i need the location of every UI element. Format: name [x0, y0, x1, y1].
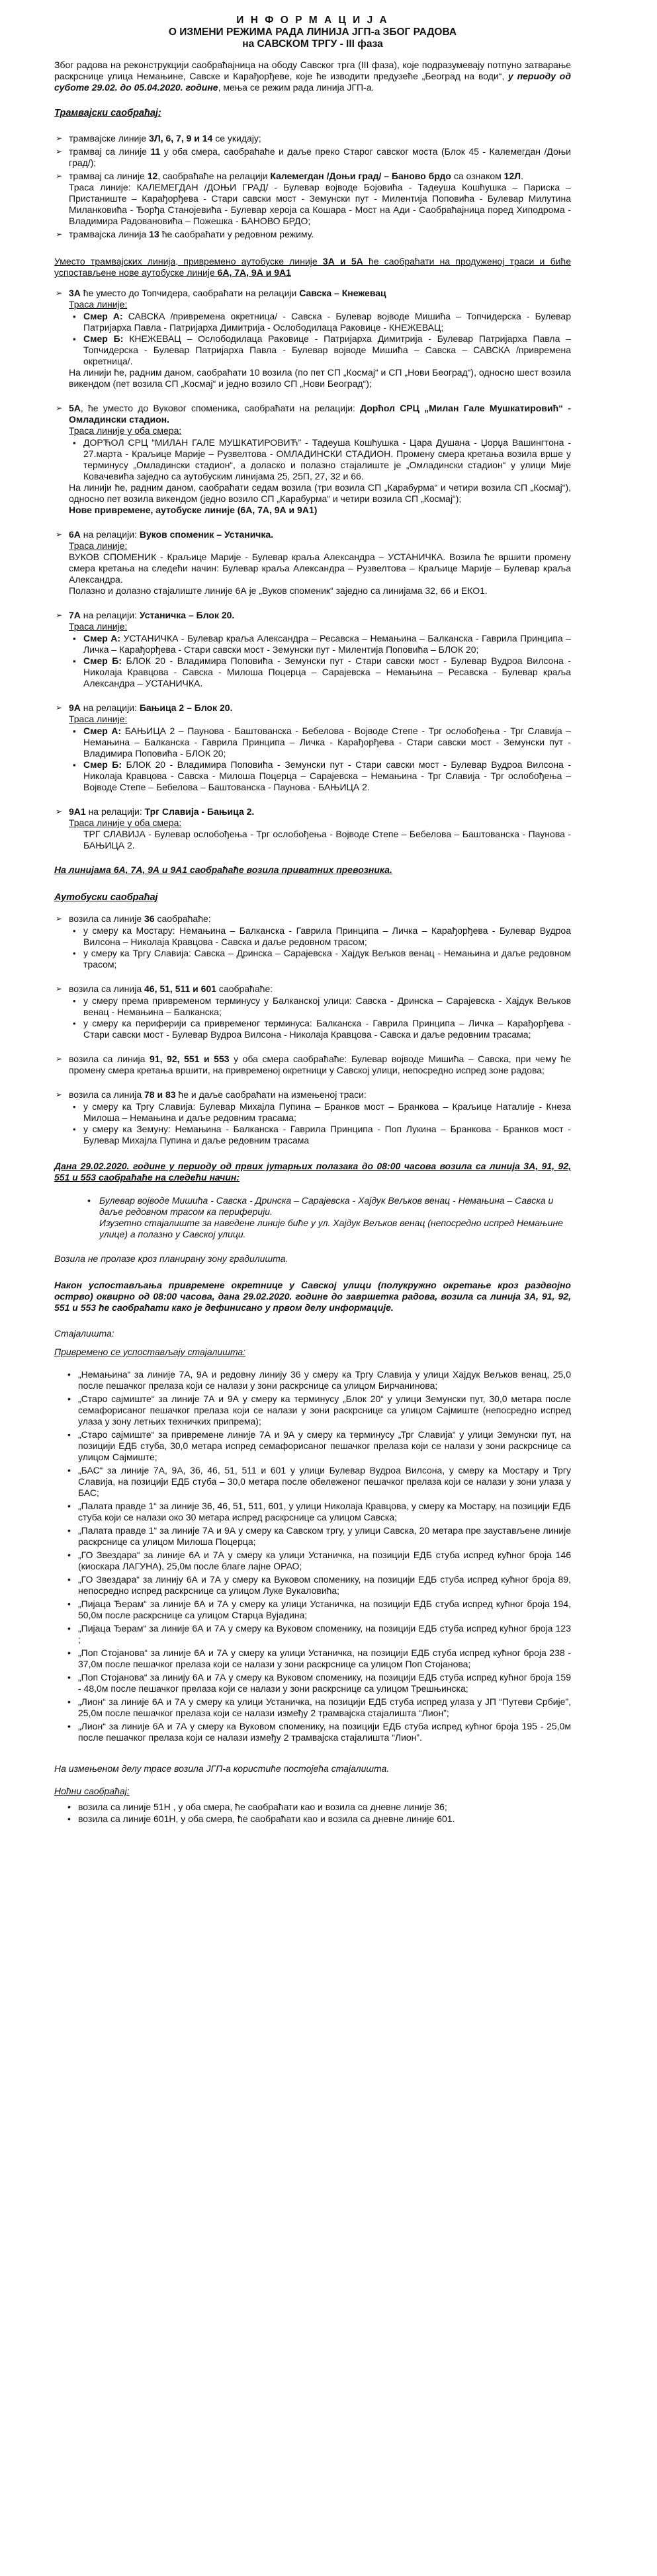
dir-route: БЛОК 20 - Владимира Поповића - Земунски пут - Стари савски мост - Булевар Вудроа Вилсона - Николаја Кравцова - Савска - Милоша Поцерца – Сарајевска – Немањина - Трг Славија - Трг ослобођења – Војводе Степе – Бебелова – Баштованска - Паунова - БАЊИЦА 2. [83, 759, 571, 792]
route-both [69, 437, 571, 482]
text: трамвајска линија [69, 229, 150, 239]
night-list [54, 1802, 571, 1825]
stop-item: • „ГО Звездара“ за линију 6А и 7А у смеру ка Вуковом споменику, на позицији ЕДБ стуба испред кућног броја 89, непосредно испред раскрснице са улицом Луке Вукаловића; [66, 1574, 571, 1597]
line-label: 12Л [504, 171, 521, 181]
route-label: Траса линије: [69, 299, 128, 310]
tram-12l-route: Траса линије: КАЛЕМЕГДАН /ДОЊИ ГРАД/ - Булевар војводе Бојовића - Тадеуша Кошћушка – Париска – Пристаниште – Карађорђева - Стари савски мост - Земунски пут - Милентија Поповића - Булевар Милутина Миланковића - Ђорђа Станојевића - Булевар хероја са Кошара - Мост на Ади - Саобраћајница поред Хиподрома - Владимира Радовановића – Пожешка - БАНОВО БРДО; [69, 182, 571, 226]
text: у оба смера саобраћаће: Булевар војводе Мишића – Савска, при чему ће промену смера кретања вршити, на привременој окретници у Савској улици, непосредно испред зоне радова; [69, 1054, 572, 1075]
text: се укидају; [212, 133, 261, 144]
private-operators-note: На линијама 6А, 7А, 9А и 9А1 саобраћаће возила приватних превозника. [54, 864, 392, 875]
direction-b [69, 655, 571, 689]
text: на релацији: [80, 610, 140, 620]
text: са ознаком [451, 171, 504, 181]
text: у оба смера, саобраћаће и даље преко Старог савског моста (Блок 45 - Калемегдан /Доњи град/); [69, 146, 572, 168]
dir-label: Смер А: [83, 726, 122, 736]
text: возила са линија [69, 983, 144, 994]
direction-item: • у смеру ка Тргу Славија: Булевар Михајла Пупина – Бранков мост – Бранкова – Краљице Наталије - Кнеза Милоша – Немањина и даље редовним трасама; [69, 1101, 571, 1124]
intro-period: у периоду од суботе 29.02. до 05.04.2020. године [54, 71, 571, 93]
auto-line-46 [54, 983, 571, 1040]
stop-item: • „Пијаца Ђерам“ за линије 6А и 7А у смеру ка Вуковом споменику, на позицији ЕДБ стуба испред кућног броја 123 ; [66, 1623, 571, 1645]
bus-line-7a [54, 610, 571, 689]
stop-item: • „БАС“ за линије 7А, 9А, 36, 46, 51, 511 и 601 у улици Булевар Вудроа Вилсона, у смеру ка Мостару и Тргу Славија, на позицији ЕДБ стуба – 30,0 метара после обележеног пешачког прелаза који се налази у зони улаза у БАС; [66, 1465, 571, 1499]
intro-text-2: , мења се режим рада линија ЈГП-а. [218, 82, 374, 93]
route-text: ДОРЋОЛ СРЦ “МИЛАН ГАЛЕ МУШКАТИРОВИЋ” - Тадеуша Кошћушка - Цара Душана - Џорџа Вашингтона - 27.марта - Краљице Марије – Рузвелтова - ОМЛАДИНСКИ СТАДИОН. Промену смера кретања возила врше у терминусу „Омладински стадион“, а доласко и полазно стајалиште је „Омладински стадион“ у улици Мије Ковачевића заједно са аутобуским линијама 25, 25П, 27, 32 и 66. [83, 437, 571, 481]
stop-item: • „Палата правде 1“ за линије 36, 46, 51, 511, 601, у улици Николаја Кравцова, у смеру ка Мостару, на позицији ЕДБ стуба који се налази око 30 метара испред раскрснице са улицом Савска; [66, 1501, 571, 1523]
bus-line-3a [54, 288, 571, 390]
direction-a [69, 311, 571, 333]
line-number: 3А [69, 288, 81, 298]
stop-item: • „Поп Стојанова“ за линије 6А и 7А у смеру ка улици Устаничка, на позицији ЕДБ стуба испред кућног броја 238 - 37,0м после пешачког прелаза који се налази у зони раскрснице са улицом Поп Стојанова; [66, 1647, 571, 1670]
text: . [521, 171, 523, 181]
text: саобраћаће: [154, 913, 211, 924]
direction-a [69, 633, 571, 655]
text: на релацији: [80, 702, 140, 713]
line-number: 5А [69, 403, 81, 413]
dir-route: БАЊИЦА 2 – Паунова - Баштованска - Бебелова - Војводе Степе - Трг ослобођења - Трг Славија – Немањина – Балканска - Гаврила Принципа – Личка - Карађорђева - Стари савски мост - Земунски пут - Владимира Поповића - БЛОК 20; [83, 726, 571, 759]
text: ће саобраћати у редовном режиму. [159, 229, 314, 239]
line-number: 7А [69, 610, 81, 620]
line-numbers: 6А, 7А, 9А и 9А1 [217, 267, 291, 278]
route: Калемегдан /Доњи град/ – Баново брдо [270, 171, 451, 181]
text: на релацији: [85, 806, 145, 817]
text: на релацији: [80, 529, 140, 540]
line-numbers: 46, 51, 511 и 601 [144, 983, 217, 994]
route: Вуков споменик – Устаничка. [139, 529, 274, 540]
stop-item: • „ГО Звездара“ за линије 6А и 7А у смеру ка улици Устаничка, на позицији ЕДБ стуба испред кућног броја 146 (киоскара ЛАГУНА), 25,0м после благе лајне ОРАО; [66, 1550, 571, 1572]
dir-label: Смер Б: [83, 333, 124, 344]
route: Савска – Кнежевац [299, 288, 386, 298]
auto-line-91 [54, 1054, 571, 1076]
header-title: И Н Ф О Р М А Ц И Ј А [236, 15, 389, 26]
direction-item: • у смеру ка периферији са привременог терминуса: Балканска - Гаврила Принципа – Личка – Карађорђева - Стари савски мост - Булевар Вудроа Вилсона - Николаја Кравцова - Савска и даље редовним трасама; [69, 1018, 571, 1040]
tram-item [54, 146, 571, 169]
route-label: Траса линије: [69, 621, 128, 632]
stop-item: • „Немањина“ за линије 7А, 9А и редовну линију 36 у смеру ка Тргу Славија у улици Хајдук Вељков венац, 25,0 после пешачког прелаза који се налази у зони раскрснице са улицом Бирчанинова; [66, 1369, 571, 1392]
night-item: • возила са линије 51Н , у оба смера, ће саобраћати као и возила са дневне линије 36; [66, 1802, 571, 1813]
text: ће и даље саобраћати на измењеној траси: [175, 1089, 367, 1100]
text: ће уместо до Топчидера, саобраћати на релацији [80, 288, 300, 298]
morning-dateline: Дана 29.02.2020. године у периоду од првих јутарњих полазака до 08:00 часова возила са линија 3А, 91, 92, 551 и 553 саобраћаће на следећи начин: [54, 1161, 571, 1183]
stops-heading: Стајалишта: [54, 1328, 114, 1339]
route: Трг Славија - Бањица 2. [144, 806, 255, 817]
bus-line-9a1 [54, 806, 571, 851]
dir-label: Смер А: [83, 311, 123, 321]
dir-route: КНЕЖЕВАЦ – Ослободилаца Раковице - Патријарха Димитрија - Булевар Патријарха Павла – Топчидерска - Булевар Патријарха Павла - Булевар војводе Мишића – Савска – САВСКА /привремена окретница/. [83, 333, 572, 366]
text: возила са линија [69, 1054, 150, 1064]
line-numbers: 13 [149, 229, 159, 239]
direction-b [69, 333, 571, 367]
direction-a [69, 726, 571, 759]
dir-label: Смер Б: [83, 655, 122, 666]
dir-route: БЛОК 20 - Владимира Поповића - Земунски пут - Стари савски мост - Булевар Вудроа Вилсона - Николаја Кравцова - Савска - Милоша Поцерца – Сарајевска – Немањина – Ресавска - Булевар краља Александра – УСТАНИЧКА. [83, 655, 571, 688]
dir-route: УСТАНИЧКА - Булевар краља Александра – Ресавска – Немањина – Балканска - Гаврила Принципа – Личка – Карађорђева - Стари савски мост - Земунски пут - Милентија Поповића – БЛОК 20; [83, 633, 571, 655]
line-numbers: 78 и 83 [144, 1089, 176, 1100]
route-label: Траса линије: [69, 714, 128, 724]
line-numbers: 3А и 5А [322, 256, 363, 267]
direction-item: • у смеру ка Мостару: Немањина – Балканска - Гаврила Принципа – Личка – Карађорђева - Булевар Вудроа Вилсона – Николаја Кравцова - Савска и даље редовном трасом; [69, 925, 571, 948]
auto-line-36 [54, 913, 571, 970]
morning-detour [54, 1195, 571, 1240]
line-number: 9А1 [69, 806, 86, 817]
vehicle-note: На линији ће, радним даном, саобраћати седам возила (три возила СП „Карабурма“ и четири возила СП „Космај“), односно пет возила викендом (једно возило СП „Карабурма“ и четири возила СП „Космај“); [69, 482, 571, 504]
text: трамвај са линије [69, 146, 151, 157]
stop-item: • „Старо сајмиште“ за привремене линије 7А и 9А у смеру ка терминусу „Трг Славија“ у улици Земунски пут, на позицији ЕДБ стуба, 30,0 метара испред семафорисаног пешачког прелаза који се налази у зони раскрснице са улицом Сајмиште; [66, 1429, 571, 1463]
night-heading: Ноћни саобраћај: [54, 1786, 130, 1796]
text: ће саобраћати на продуженој траси и биће успостављене нове аутобуске линије [54, 256, 572, 278]
line-number: 9А [69, 702, 81, 713]
after-8am-paragraph: Након успостављања привремене окретнице у Савској улици (полукружно окретање кроз раздвојно острво) оквирно од 08:00 часова, дана 29.02.2020. године до завршетка радова, возила са линија 3А, 91, 92, 551 и 553 ће саобраћати како је дефинисано у првом делу информације. [54, 1280, 571, 1313]
text: трамвајске линије [69, 133, 150, 144]
existing-stops-note: На измењеном делу трасе возила ЈГП-а користиће постојећа стајалишта. [54, 1763, 390, 1774]
text: возила са линије [69, 913, 144, 924]
stop-item: • „Палата правде 1“ за линије 7А и 9А у смеру ка Савском тргу, у улици Савска, 20 метара пре заустављене линије раскрснице са улицом Милоша Поцерца; [66, 1525, 571, 1548]
auto-list [54, 913, 571, 1146]
line-numbers: 3Л, 6, 7, 9 и 14 [149, 133, 213, 144]
bus-line-5a [54, 403, 571, 516]
text: Уместо трамвајских линија, привремено аутобуске линије [54, 256, 323, 267]
tram-item [54, 229, 571, 240]
dir-label: Смер А: [83, 633, 121, 644]
route-text: ТРГ СЛАВИЈА - Булевар ослобођења - Трг ослобођења - Војводе Степе – Бебелова – Баштованска - Паунова - БАЊИЦА 2. [83, 829, 571, 851]
route: Устаничка – Блок 20. [139, 610, 235, 620]
route-label: Траса линије у оба смера: [69, 425, 182, 436]
tram-item [54, 171, 571, 227]
direction-item: • у смеру ка Тргу Славија: Савска – Дринска – Сарајевска - Хајдук Вељкoв венац - Немањина и даље редовном трасом; [69, 948, 571, 970]
no-site-passage: Возила не пролазе кроз планирану зону градилишта. [54, 1253, 288, 1264]
line-number: 6А [69, 529, 81, 540]
route-label: Траса линије у оба смера: [69, 817, 182, 828]
route: Бањица 2 – Блок 20. [139, 702, 233, 713]
stop-item: • „Старо сајмиште“ за линије 7А и 9А у смеру ка терминусу „Блок 20“ у улици Земунски пут, 30,0 метара после семафорисаног пешачког прелаза који се налази у зони раскрснице са улицом Сајмиште (непосредно испред улаза у зону летњих техничких припрема); [66, 1393, 571, 1427]
line-numbers: 91, 92, 551 и 553 [150, 1054, 230, 1064]
stop-item: • „Поп Стојанова“ за линију 6А и 7А у смеру ка Вуковом споменику, на позицији ЕДБ стуба испред кућног броја 159 - 48,0м после пешачког прелаза који се налази у зони раскрснице са улицом Трешњинска; [66, 1672, 571, 1694]
intro-text-1: Због радова на реконструкцији саобраћајница на ободу Савског трга (III фаза), које подразумевају потпуно затварање раскрснице улица Немањине, Савске и Карађорђеве, које ће изводити предузеће „Београд на води“, [54, 60, 571, 81]
tram-item [54, 133, 571, 144]
auto-line-78 [54, 1089, 571, 1146]
tram-section-title: Трамвајски саобраћај: [54, 108, 161, 118]
text: трамвај са линије [69, 171, 148, 181]
new-lines-heading: Нове привремене, аутобуске линије (6А, 7А, 9А и 9А1) [69, 505, 318, 515]
line-numbers: 11 [150, 146, 161, 157]
tram-list [54, 133, 571, 240]
text: саобраћаће: [216, 983, 273, 994]
route-label: Траса линије: [69, 540, 128, 551]
header-subtitle: О ИЗМЕНИ РЕЖИМА РАДА ЛИНИЈА ЈГП-а ЗБОГ РАДОВА [168, 26, 457, 38]
route-text: ВУКОВ СПОМЕНИК - Краљице Марије - Булевар краља Александра – УСТАНИЧКА. Возила ће вршити промену смера кретања на следећи начин: Булевар краља Александра – Рузвелтова – Краљице Марије – Булевар краља Александра. [69, 552, 571, 585]
night-item: • возила са линије 601Н, у оба смера, ће саобраћати као и возила са дневне линије 601. [66, 1813, 571, 1825]
vehicle-note: На линији ће, радним даном, саобраћати 10 возила (по пет СП „Космај“ и СП „Нови Београд“), односно шест возила викендом (пет возила СП „Космај“ и једно возило СП „Нови Београд“); [69, 367, 571, 389]
text: возила са линија [69, 1089, 144, 1100]
line-number: 36 [144, 913, 155, 924]
stop-item: • „Лион“ за линије 6А и 7А у смеру ка улици Устаничка, на позицији ЕДБ стуба испред улаза у ЈП “Путеви Србије”, 25,0м после пешачког прелаза који се налази између 2 трамвајска стајалишта “Лион”; [66, 1696, 571, 1719]
detour-stops: Изузетно стајалиште за наведене линије биће у ул. Хајдук Вељков венац (непосредно испред Немањине улице) а полазно у Савској улици. [99, 1218, 563, 1239]
direction-b [69, 759, 571, 793]
document-header [54, 15, 571, 50]
text: , саобраћаће на релацији [157, 171, 271, 181]
terminal-note: Полазно и долазно стајалиште линије 6А је „Вуков споменик“ заједно са линијама 32, 66 и ЕКО1. [69, 585, 488, 596]
stops-subheading: Привремено се успостављају стајалишта: [54, 1347, 246, 1357]
direction-item: • у смеру према привременом терминусу у Балканској улици: Савска - Дринска – Сарајевска - Хајдук Вељков венац - Немањина – Балканска; [69, 995, 571, 1018]
replacement-paragraph [54, 256, 571, 278]
dir-label: Смер Б: [83, 759, 122, 770]
bus-lines-list [54, 288, 571, 851]
text: , ће уместо до Вуковог споменика, саобраћати на релацији: [80, 403, 361, 413]
detour-item [87, 1195, 571, 1240]
intro-paragraph [54, 60, 571, 93]
dir-route: САВСКА /привремена окретница/ - Савска - Булевар војводе Мишића – Топчидерска - Булевар Патријарха Павла - Патријарха Димитрија - Ослободилаца Раковице - КНЕЖЕВАЦ; [83, 311, 572, 333]
stop-item: • „Лион“ за линије 6А и 7А у смеру ка Вуковом споменику, на позицији ЕДБ стуба испред кућног броја 195 - 25,0м после пешачког прелаза који се налази између 2 трамвајска стајалишта “Лион”. [66, 1721, 571, 1743]
bus-line-6a [54, 529, 571, 597]
stops-list [54, 1369, 571, 1743]
detour-route: Булевар војводе Мишића - Савска - Дринска – Сарајевска - Хајдук Вељков венац - Немањина – Савска и даље редовном трасом ка периферији. [99, 1195, 554, 1217]
bus-line-9a [54, 702, 571, 793]
stop-item: • „Пијаца Ђерам“ за линије 6А и 7А у смеру ка улици Устаничка, на позицији ЕДБ стуба испред кућног броја 194, 50,0м после раскрснице са улицом Старца Вујадина; [66, 1599, 571, 1621]
direction-item: • у смеру ка Земуну: Немањина - Балканска - Гаврила Принципа - Поп Лукина – Бранкова - Бранков мост - Булевар Михајла Пупина и даље редовним трасама [69, 1124, 571, 1146]
bus-section-title: Аутобуски саобраћај [54, 892, 158, 903]
line-numbers: 12 [147, 171, 158, 181]
header-phase: на САВСКОМ ТРГУ - III фаза [242, 38, 383, 50]
route: Дорћол СРЦ „Милан Гале Мушкатировић“ - Омладински стадион. [69, 403, 571, 425]
